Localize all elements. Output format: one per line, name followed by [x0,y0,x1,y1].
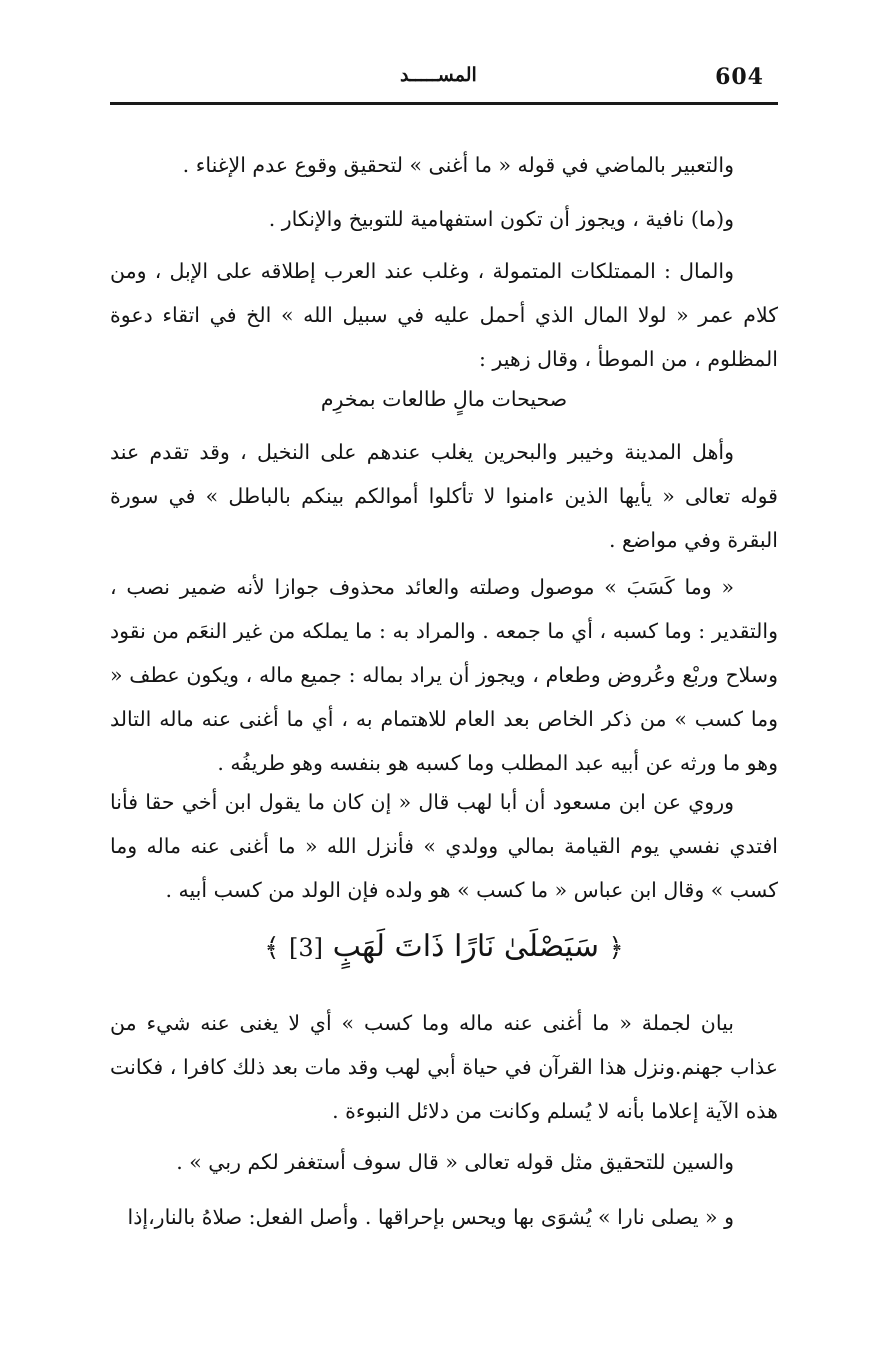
page-number: 604 [715,64,764,90]
verse-text: سَيَصْلَىٰ نَارًا ذَاتَ لَهَبٍ [332,929,599,964]
verse-open-bracket: ﴿ [608,933,624,963]
running-title: المســـــد [400,64,477,86]
paragraph-1: والتعبير بالماضي في قوله « ما أغنى » لتحقيق وقوع عدم الإغناء . [182,153,734,177]
verse-number: [3] [288,934,324,962]
paragraph-6: وروي عن ابن مسعود أن أبا لهب قال « إن كان ما يقول ابن أخي حقا فأنا افتدي نفسي يوم القيامة بمالي وولدي » فأنزل الله « ما أغنى عنه ماله وما كسب » وقال ابن عباس « ما كسب » هو ولده فإن الولد من كسب أبيه . [110,790,778,902]
paragraph-8: والسين للتحقيق مثل قوله تعالى « قال سوف أستغفر لكم ربي » . [176,1150,734,1174]
verse-close-bracket: ﴾ [264,933,280,963]
paragraph-5: « وما كَسَبَ » موصول وصلته والعائد محذوف جوازا لأنه ضمير نصب ، والتقدير : وما كسبه ، أي ما جمعه . والمراد به : ما يملكه من غير النعَم من نقود وسلاح وربْع وعُروض وطعام ، ويجوز أن يراد بماله : جميع ماله ، ويكون عطف « وما كسب » من ذكر الخاص بعد العام للاهتمام به ، أي ما أغنى عنه ماله التالد وهو ما ورثه عن أبيه عبد المطلب وما كسبه هو بنفسه وهو طريفُه . [110,575,778,775]
quran-verse [110,922,778,973]
paragraph-4: وأهل المدينة وخيبر والبحرين يغلب عندهم على النخيل ، وقد تقدم عند قوله تعالى « يأيها الذين ءامنوا لا تأكلوا أموالكم بينكم بالباطل » في سورة البقرة وفي مواضع . [110,440,778,552]
paragraph-3: والمال : الممتلكات المتمولة ، وغلب عند العرب إطلاقه على الإبل ، ومن كلام عمر « لولا المال الذي أحمل عليه في سبيل الله » الخ في اتقاء دعوة المظلوم ، من الموطأ ، وقال زهير : [110,259,778,371]
paragraph-7: بيان لجملة « ما أغنى عنه ماله وما كسب » أي لا يغنى عنه شيء من عذاب جهنم.ونزل هذا القرآن في حياة أبي لهب وقد مات بعد ذلك كافرا ، فكانت هذه الآية إعلاما بأنه لا يُسلم وكانت من دلائل النبوءة . [110,1011,778,1123]
page-header [110,58,778,105]
poetry-line: صحيحات مالٍ طالعات بمخرِم [320,387,568,411]
paragraph-9: و « يصلى نارا » يُشوَى بها ويحس بإحراقها . وأصل الفعل: صلاهُ بالنار،إذا [127,1205,734,1229]
paragraph-2: و(ما) نافية ، ويجوز أن تكون استفهامية للتوبيخ والإنكار . [268,207,734,231]
